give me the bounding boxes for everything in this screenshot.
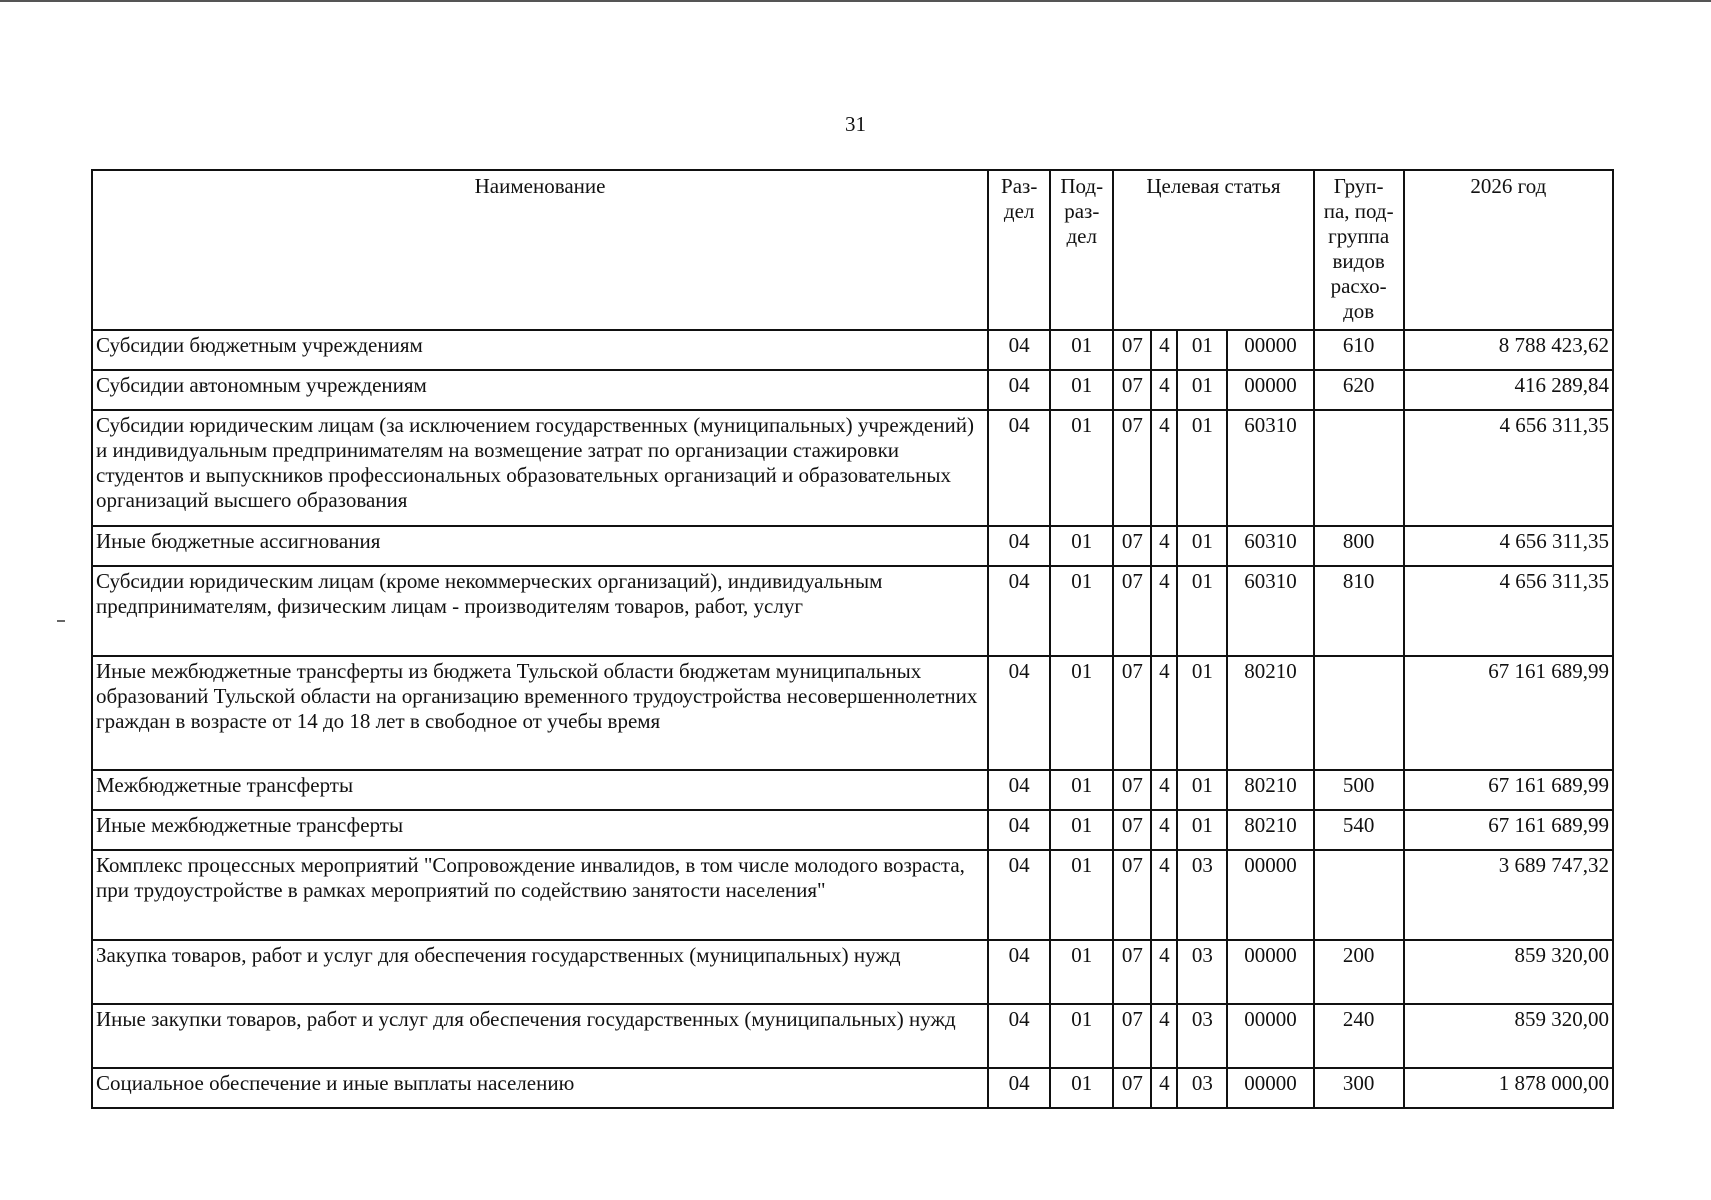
scan-artifact: [57, 620, 65, 622]
table-body: [92, 330, 1613, 1108]
budget-table: [91, 169, 1614, 1109]
cell-group: 810: [1314, 566, 1404, 656]
cell-target-program: 07: [1113, 566, 1151, 656]
cell-section: 04: [988, 1004, 1050, 1068]
cell-target-program: 07: [1113, 370, 1151, 410]
cell-target-direction: 80210: [1227, 810, 1313, 850]
cell-target-direction: 00000: [1227, 850, 1313, 940]
cell-target-type: 4: [1151, 410, 1177, 526]
cell-section: 04: [988, 370, 1050, 410]
header-section: Раз- дел: [988, 170, 1050, 330]
table-row: [92, 656, 1613, 770]
cell-name: Субсидии юридическим лицам (за исключением государственных (муниципальных) учреждений) и индивидуальным предпринимателям на возмещение затрат по организации стажировки студентов и выпускников профессиональных образовательных организаций и образовательных организаций высшего образования: [92, 410, 988, 526]
cell-target-complex: 03: [1177, 1004, 1227, 1068]
table-row: [92, 410, 1613, 526]
cell-target-program: 07: [1113, 850, 1151, 940]
cell-target-program: 07: [1113, 656, 1151, 770]
cell-target-direction: 00000: [1227, 370, 1313, 410]
cell-amount: 67 161 689,99: [1404, 810, 1613, 850]
cell-group: 240: [1314, 1004, 1404, 1068]
cell-subsection: 01: [1050, 1068, 1113, 1108]
cell-amount: 3 689 747,32: [1404, 850, 1613, 940]
cell-section: 04: [988, 770, 1050, 810]
cell-subsection: 01: [1050, 770, 1113, 810]
cell-group: [1314, 656, 1404, 770]
header-name: Наименование: [92, 170, 988, 330]
cell-target-program: 07: [1113, 330, 1151, 370]
table-row: [92, 370, 1613, 410]
cell-target-complex: 03: [1177, 1068, 1227, 1108]
cell-group: 540: [1314, 810, 1404, 850]
cell-target-complex: 03: [1177, 850, 1227, 940]
cell-group: 500: [1314, 770, 1404, 810]
cell-target-direction: 60310: [1227, 566, 1313, 656]
cell-name: Иные бюджетные ассигнования: [92, 526, 988, 566]
cell-subsection: 01: [1050, 410, 1113, 526]
cell-subsection: 01: [1050, 566, 1113, 656]
cell-target-complex: 01: [1177, 770, 1227, 810]
cell-target-complex: 01: [1177, 410, 1227, 526]
cell-target-program: 07: [1113, 1004, 1151, 1068]
cell-target-complex: 01: [1177, 526, 1227, 566]
cell-section: 04: [988, 940, 1050, 1004]
cell-section: 04: [988, 330, 1050, 370]
cell-target-complex: 01: [1177, 810, 1227, 850]
table-row: [92, 770, 1613, 810]
cell-amount: 67 161 689,99: [1404, 656, 1613, 770]
cell-target-program: 07: [1113, 810, 1151, 850]
cell-group: 610: [1314, 330, 1404, 370]
cell-subsection: 01: [1050, 940, 1113, 1004]
cell-name: Социальное обеспечение и иные выплаты населению: [92, 1068, 988, 1108]
cell-amount: 859 320,00: [1404, 1004, 1613, 1068]
cell-target-direction: 60310: [1227, 526, 1313, 566]
cell-target-complex: 03: [1177, 940, 1227, 1004]
table-row: [92, 940, 1613, 1004]
cell-target-direction: 00000: [1227, 330, 1313, 370]
cell-amount: 4 656 311,35: [1404, 526, 1613, 566]
cell-target-type: 4: [1151, 940, 1177, 1004]
cell-target-type: 4: [1151, 330, 1177, 370]
table-row: [92, 566, 1613, 656]
cell-target-type: 4: [1151, 810, 1177, 850]
header-group: Груп- па, под- группа видов расхо- дов: [1314, 170, 1404, 330]
cell-group: [1314, 850, 1404, 940]
cell-group: 300: [1314, 1068, 1404, 1108]
table-row: [92, 330, 1613, 370]
page-number: 31: [845, 112, 866, 136]
table-row: [92, 526, 1613, 566]
cell-name: Комплекс процессных мероприятий "Сопровождение инвалидов, в том числе молодого возраста, при трудоустройстве в рамках мероприятий по содействию занятости населения": [92, 850, 988, 940]
cell-target-program: 07: [1113, 770, 1151, 810]
table-row: [92, 1068, 1613, 1108]
cell-target-direction: 60310: [1227, 410, 1313, 526]
cell-target-program: 07: [1113, 1068, 1151, 1108]
cell-target-complex: 01: [1177, 656, 1227, 770]
cell-target-complex: 01: [1177, 370, 1227, 410]
cell-target-type: 4: [1151, 566, 1177, 656]
cell-group: 800: [1314, 526, 1404, 566]
cell-name: Иные межбюджетные трансферты из бюджета Тульской области бюджетам муниципальных образований Тульской области на организацию временного трудоустройства несовершеннолетних граждан в возрасте от 14 до 18 лет в свободное от учебы время: [92, 656, 988, 770]
cell-target-program: 07: [1113, 410, 1151, 526]
cell-name: Субсидии автономным учреждениям: [92, 370, 988, 410]
cell-target-direction: 80210: [1227, 656, 1313, 770]
cell-section: 04: [988, 850, 1050, 940]
cell-name: Иные межбюджетные трансферты: [92, 810, 988, 850]
cell-amount: 4 656 311,35: [1404, 566, 1613, 656]
cell-section: 04: [988, 410, 1050, 526]
cell-subsection: 01: [1050, 1004, 1113, 1068]
cell-target-type: 4: [1151, 1004, 1177, 1068]
table-row: [92, 1004, 1613, 1068]
cell-amount: 859 320,00: [1404, 940, 1613, 1004]
table-row: [92, 850, 1613, 940]
cell-name: Межбюджетные трансферты: [92, 770, 988, 810]
cell-target-type: 4: [1151, 526, 1177, 566]
cell-group: [1314, 410, 1404, 526]
table-row: [92, 810, 1613, 850]
cell-subsection: 01: [1050, 810, 1113, 850]
cell-name: Закупка товаров, работ и услуг для обеспечения государственных (муниципальных) нужд: [92, 940, 988, 1004]
cell-name: Иные закупки товаров, работ и услуг для обеспечения государственных (муниципальных) нужд: [92, 1004, 988, 1068]
cell-target-type: 4: [1151, 370, 1177, 410]
cell-section: 04: [988, 1068, 1050, 1108]
cell-group: 620: [1314, 370, 1404, 410]
cell-target-direction: 00000: [1227, 940, 1313, 1004]
cell-section: 04: [988, 810, 1050, 850]
cell-name: Субсидии бюджетным учреждениям: [92, 330, 988, 370]
cell-target-type: 4: [1151, 770, 1177, 810]
cell-amount: 4 656 311,35: [1404, 410, 1613, 526]
scan-top-edge: [0, 0, 1711, 2]
cell-target-program: 07: [1113, 526, 1151, 566]
cell-target-type: 4: [1151, 1068, 1177, 1108]
cell-subsection: 01: [1050, 526, 1113, 566]
cell-section: 04: [988, 566, 1050, 656]
cell-name: Субсидии юридическим лицам (кроме некоммерческих организаций), индивидуальным предпринимателям, физическим лицам - производителям товаров, работ, услуг: [92, 566, 988, 656]
cell-amount: 67 161 689,99: [1404, 770, 1613, 810]
cell-amount: 416 289,84: [1404, 370, 1613, 410]
cell-target-complex: 01: [1177, 566, 1227, 656]
cell-target-type: 4: [1151, 850, 1177, 940]
cell-target-direction: 00000: [1227, 1004, 1313, 1068]
cell-target-direction: 80210: [1227, 770, 1313, 810]
cell-amount: 1 878 000,00: [1404, 1068, 1613, 1108]
header-year: 2026 год: [1404, 170, 1613, 330]
cell-section: 04: [988, 526, 1050, 566]
cell-amount: 8 788 423,62: [1404, 330, 1613, 370]
cell-subsection: 01: [1050, 656, 1113, 770]
cell-target-direction: 00000: [1227, 1068, 1313, 1108]
cell-subsection: 01: [1050, 370, 1113, 410]
cell-section: 04: [988, 656, 1050, 770]
cell-target-complex: 01: [1177, 330, 1227, 370]
cell-target-program: 07: [1113, 940, 1151, 1004]
cell-subsection: 01: [1050, 850, 1113, 940]
cell-subsection: 01: [1050, 330, 1113, 370]
cell-group: 200: [1314, 940, 1404, 1004]
header-row: [92, 170, 1613, 330]
header-target-article: Целевая статья: [1113, 170, 1313, 330]
header-subsection: Под- раз- дел: [1050, 170, 1113, 330]
cell-target-type: 4: [1151, 656, 1177, 770]
